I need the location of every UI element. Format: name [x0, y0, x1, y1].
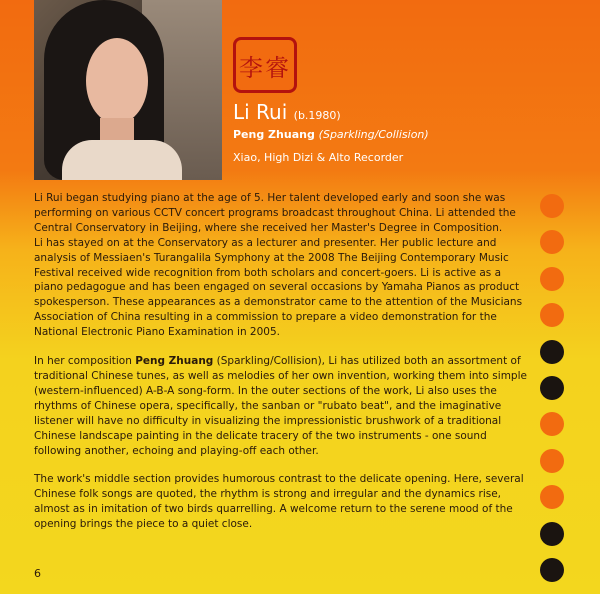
- paragraph-text: Li has stayed on at the Conservatory as a lecturer and presenter. Her public lecture and analysis of Messiaen's Turangalila Symphony at the 2008 The Beijing Contemporary Music Festival received wide recognition from both scholars and concert-goers. Li is active as a piano pedagogue and has been engaged on several occasions by Yamaha Pianos as product spokesperson. These appearances as a demonstrator came to the attention of the Musicians Association of China resulting in a commission to prepare a video demonstration for the National Electronic Piano Examination in 2005.: [34, 236, 523, 339]
- decorative-dot: [540, 376, 564, 400]
- composer-name: [233, 100, 341, 128]
- portrait-photo: [34, 0, 222, 180]
- instrumentation: Xiao, High Dizi & Alto Recorder: [233, 151, 404, 164]
- decorative-dot: [540, 230, 564, 254]
- composer-name-text: Li Rui: [233, 100, 288, 124]
- decorative-dot: [540, 449, 564, 473]
- paragraph-text: (Sparkling/Collision), Li has utilized both an assortment of traditional Chinese tunes, as well as melodies of her own invention, working them into simple (western-influenced) A-B-A song-form. In the outer sections of the work, Li also uses the rhythms of Chinese opera, specifically, the sanban or "rubato beat", and the imaginative listener will have no difficulty in visualizing the impressionistic brushwork of a traditional Chinese landscape painting in the delicate tracery of the two instruments - one sound following another, echoing and playing-off each other.: [34, 355, 527, 457]
- decorative-dot: [540, 558, 564, 582]
- paragraph: [34, 191, 528, 340]
- paragraph: [34, 472, 528, 532]
- name-seal-stamp: 李睿: [233, 37, 297, 93]
- decorative-dot: [540, 340, 564, 364]
- work-subtitle: (Sparkling/Collision): [318, 128, 429, 141]
- decorative-dot: [540, 267, 564, 291]
- paragraph-text: The work's middle section provides humorous contrast to the delicate opening. Here, several Chinese folk songs are quoted, the rhythm is strong and irregular and the dynamics rise, almost as in imitation of two birds quarrelling. A welcome return to the serene mood of the opening brings the piece to a quiet close.: [34, 473, 524, 531]
- paragraph-text: In her composition: [34, 355, 136, 368]
- page-number: 6: [34, 567, 41, 580]
- work-title: [233, 128, 429, 142]
- biography-text: [34, 191, 528, 546]
- decorative-dot: [540, 194, 564, 218]
- paragraph-text: Li Rui began studying piano at the age of 5. Her talent developed early and soon she was performing on various CCTV concert programs broadcast throughout China. Li attended the Central Conservatory in Beijing, where she received her Master's Degree in Composition.: [34, 192, 516, 234]
- decorative-dots-column: [540, 194, 566, 594]
- paragraph: [34, 354, 528, 458]
- highlighted-title: Peng Zhuang: [135, 355, 214, 368]
- decorative-dot: [540, 412, 564, 436]
- birth-year: (b.1980): [293, 109, 341, 122]
- work-title-text: Peng Zhuang: [233, 128, 315, 141]
- decorative-dot: [540, 485, 564, 509]
- decorative-dot: [540, 303, 564, 327]
- decorative-dot: [540, 522, 564, 546]
